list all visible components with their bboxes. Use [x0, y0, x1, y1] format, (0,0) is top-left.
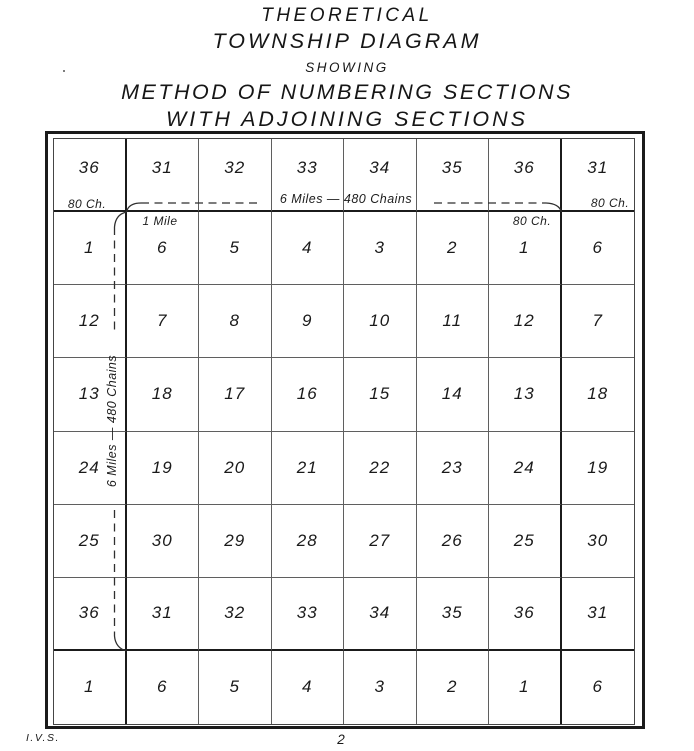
section-cell [127, 505, 200, 578]
section-cell [562, 358, 635, 431]
section-number: 11 [442, 311, 463, 331]
section-number: 35 [441, 157, 463, 177]
section-cell [344, 578, 417, 651]
section-number: 25 [513, 530, 535, 550]
section-number: 6 [157, 677, 168, 697]
section-cell [417, 578, 490, 651]
section-cell [54, 651, 127, 724]
section-number: 7 [592, 311, 603, 331]
section-cell [127, 651, 200, 724]
label-6-miles-480-chains-left: 6 Miles — 480 Chains [105, 354, 119, 488]
section-number: 17 [224, 384, 246, 404]
section-cell [562, 651, 635, 724]
label-80-chains-nw: 80 Ch. [67, 197, 107, 211]
illustrator-initials: I.V.S. [26, 732, 60, 744]
section-cell [562, 285, 635, 358]
section-number: 12 [78, 311, 100, 331]
section-number: 23 [441, 457, 463, 477]
section-cell [344, 505, 417, 578]
label-80-chains-ne: 80 Ch. [590, 196, 630, 210]
section-number: 28 [296, 530, 318, 550]
section-number: 4 [302, 238, 313, 258]
section-number: 6 [592, 677, 603, 697]
section-number: 9 [302, 311, 313, 331]
section-number: 20 [224, 457, 246, 477]
section-number: 36 [513, 603, 535, 623]
section-cell [54, 212, 127, 285]
section-number: 6 [592, 238, 603, 258]
section-number: 30 [587, 530, 609, 550]
section-cell [417, 139, 490, 212]
label-80-chains-inner-ne: 80 Ch. [512, 214, 552, 228]
section-number: 35 [441, 603, 463, 623]
title-block [0, 0, 694, 132]
section-cell [489, 139, 562, 212]
title-line-5: WITH ADJOINING SECTIONS [165, 107, 529, 131]
section-number: 24 [78, 457, 100, 477]
section-cell [272, 432, 345, 505]
section-number: 6 [157, 238, 168, 258]
section-number: 2 [447, 238, 458, 258]
section-number: 1 [519, 677, 530, 697]
section-cell [562, 505, 635, 578]
section-number: 13 [78, 384, 100, 404]
section-number: 14 [441, 384, 463, 404]
section-number: 8 [229, 311, 240, 331]
section-number: 36 [513, 157, 535, 177]
title-line-1: THEORETICAL [261, 5, 433, 26]
section-cell [127, 139, 200, 212]
section-cell [489, 432, 562, 505]
section-cell [199, 358, 272, 431]
section-cell [272, 212, 345, 285]
section-cell [489, 578, 562, 651]
section-number: 32 [224, 603, 246, 623]
label-1-mile: 1 Mile [142, 214, 178, 228]
section-number: 10 [369, 311, 391, 331]
section-cell [54, 578, 127, 651]
section-cell [272, 578, 345, 651]
section-number: 26 [441, 530, 463, 550]
section-cell [489, 285, 562, 358]
section-number: 1 [84, 677, 95, 697]
scan-speck [63, 70, 65, 72]
section-number: 13 [513, 384, 535, 404]
diagram-frame [45, 131, 645, 729]
section-number: 36 [78, 603, 100, 623]
section-cell [417, 358, 490, 431]
section-number: 19 [587, 457, 609, 477]
section-cell [562, 578, 635, 651]
section-number: 31 [151, 603, 173, 623]
section-cell [489, 651, 562, 724]
section-cell [489, 505, 562, 578]
section-number: 18 [151, 384, 173, 404]
section-cell [272, 285, 345, 358]
section-number: 25 [78, 530, 100, 550]
township-grid-area [53, 138, 635, 725]
title-line-3: SHOWING [305, 60, 389, 75]
section-number: 15 [369, 384, 391, 404]
section-number: 7 [157, 311, 168, 331]
title-line-2: TOWNSHIP DIAGRAM [212, 29, 482, 53]
section-cell [489, 358, 562, 431]
section-cell [199, 505, 272, 578]
section-cell [417, 212, 490, 285]
section-number: 27 [369, 530, 391, 550]
section-cell [417, 285, 490, 358]
section-number: 18 [587, 384, 609, 404]
section-number: 2 [447, 677, 458, 697]
section-number: 31 [587, 157, 609, 177]
section-number: 36 [78, 157, 100, 177]
section-number: 12 [513, 311, 535, 331]
page-number: 2 [337, 732, 345, 747]
section-number: 34 [369, 157, 391, 177]
section-cell [199, 139, 272, 212]
section-number: 4 [302, 677, 313, 697]
section-cell [127, 578, 200, 651]
section-number: 24 [513, 457, 535, 477]
section-number: 5 [229, 238, 240, 258]
section-number: 31 [587, 603, 609, 623]
section-cell [562, 212, 635, 285]
section-cell [127, 285, 200, 358]
section-cell [199, 578, 272, 651]
section-number: 1 [84, 238, 95, 258]
section-cell [562, 432, 635, 505]
section-number: 3 [374, 238, 385, 258]
section-cell [344, 651, 417, 724]
title-line-4: METHOD OF NUMBERING SECTIONS [121, 80, 573, 104]
section-cell [54, 505, 127, 578]
section-cell [417, 505, 490, 578]
section-number: 29 [224, 530, 246, 550]
section-cell [417, 651, 490, 724]
section-cell [417, 432, 490, 505]
section-number: 21 [296, 457, 318, 477]
section-number: 22 [369, 457, 391, 477]
section-number: 3 [374, 677, 385, 697]
section-number: 33 [296, 603, 318, 623]
section-cell [272, 651, 345, 724]
section-number: 31 [151, 157, 173, 177]
section-cell [344, 212, 417, 285]
section-cell [199, 285, 272, 358]
section-cell [199, 432, 272, 505]
section-cell [199, 651, 272, 724]
section-number: 19 [151, 457, 173, 477]
section-number: 16 [296, 384, 318, 404]
section-cell [344, 285, 417, 358]
section-number: 34 [369, 603, 391, 623]
section-number: 5 [229, 677, 240, 697]
section-cell [127, 432, 200, 505]
label-6-miles-480-chains-top: 6 Miles — 480 Chains [279, 192, 413, 206]
section-cell [272, 505, 345, 578]
section-cell [272, 358, 345, 431]
section-cell [344, 432, 417, 505]
section-number: 30 [151, 530, 173, 550]
section-cell [54, 285, 127, 358]
section-number: 33 [296, 157, 318, 177]
section-cell [344, 358, 417, 431]
section-cell [199, 212, 272, 285]
section-number: 32 [224, 157, 246, 177]
section-cell [127, 358, 200, 431]
section-number: 1 [519, 238, 530, 258]
